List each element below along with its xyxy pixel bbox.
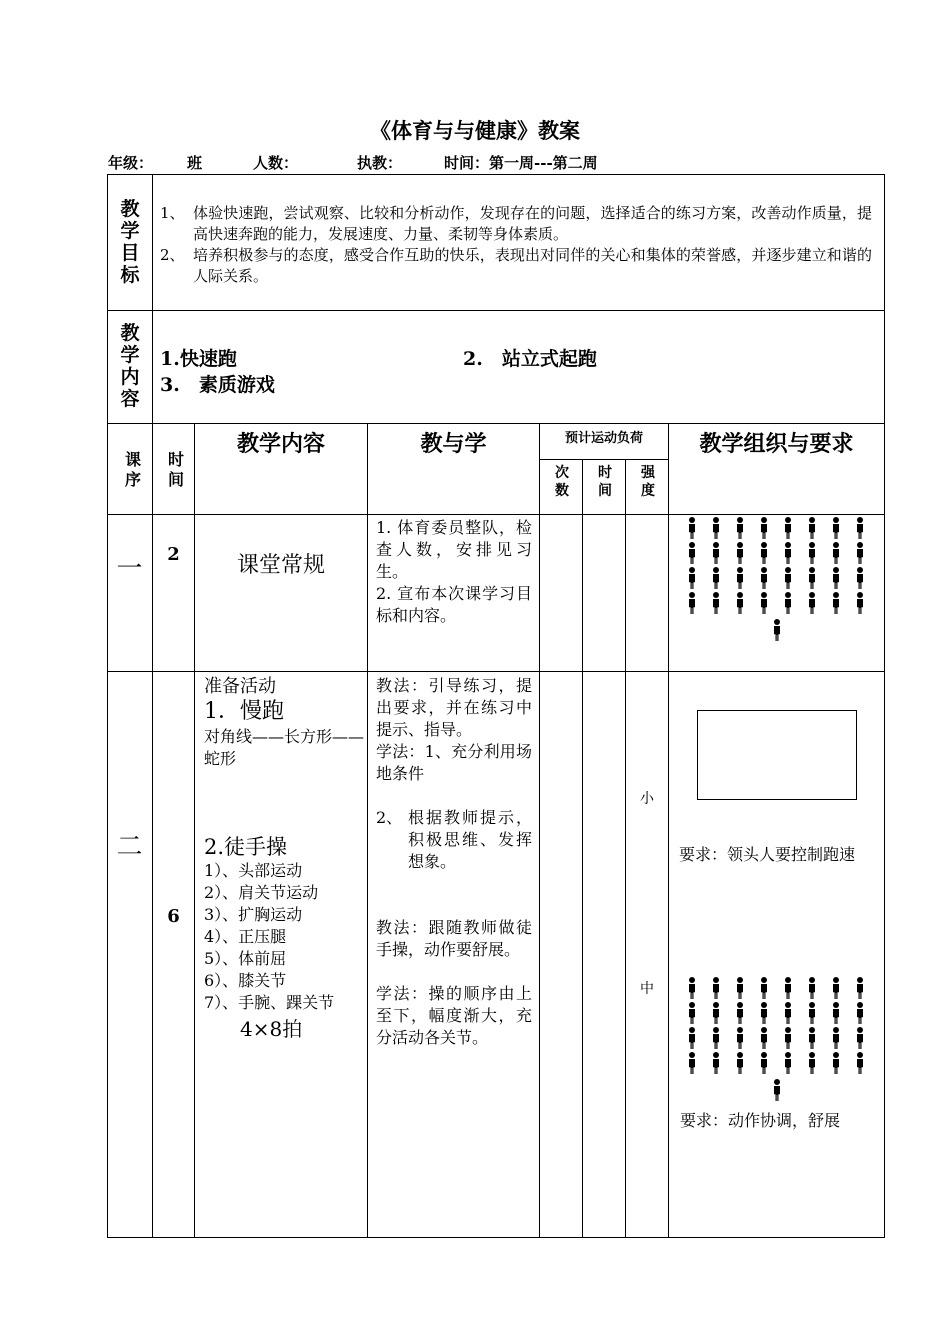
student-figure-icon	[759, 977, 769, 999]
student-figure-icon	[831, 592, 841, 614]
teach-method-1: 教法：引导练习，提出要求，并在练习中提示、指导。	[376, 676, 532, 739]
student-figure-icon	[759, 517, 769, 539]
student-figure-icon	[807, 1002, 817, 1024]
student-figure-icon	[759, 1027, 769, 1049]
content-item-1: 1.快速跑	[160, 348, 237, 370]
row1-order: 一	[116, 554, 143, 584]
student-figure-icon	[855, 542, 865, 564]
student-figure-icon	[807, 1027, 817, 1049]
student-figure-icon	[855, 1002, 865, 1024]
requirement-1: 要求：领头人要控制跑速	[679, 845, 856, 864]
row2-time: 6	[167, 906, 180, 927]
student-figure-icon	[735, 542, 745, 564]
student-figure-icon	[711, 592, 721, 614]
student-figure-icon	[711, 1052, 721, 1074]
student-figure-icon	[711, 517, 721, 539]
goal-item	[160, 203, 872, 287]
student-figure-icon	[759, 1002, 769, 1024]
student-formation	[687, 977, 867, 1101]
meta-count: 人数：	[253, 154, 299, 172]
teacher-figure-icon	[772, 619, 782, 641]
running-field-rectangle	[697, 710, 857, 800]
student-figure-icon	[783, 542, 793, 564]
header-org: 教学组织与要求	[699, 431, 854, 457]
student-figure-icon	[783, 977, 793, 999]
header-order: 课序	[124, 450, 141, 489]
student-figure-icon	[711, 977, 721, 999]
row2-teach	[376, 675, 532, 1049]
exercise-item: 2）、肩关节运动	[204, 883, 319, 902]
learn-method-3: 学法：操的顺序由上至下，幅度渐大，充分活动各关节。	[376, 984, 532, 1047]
page-title: 《体育与与健康》教案	[370, 118, 580, 143]
student-figure-icon	[855, 567, 865, 589]
student-figure-icon	[687, 542, 697, 564]
learn-2-number: 2、	[376, 808, 403, 827]
student-figure-icon	[807, 567, 817, 589]
exercise-item: 6）、膝关节	[204, 971, 287, 990]
student-figure-icon	[807, 1052, 817, 1074]
student-figure-icon	[735, 517, 745, 539]
header-content: 教学内容	[236, 431, 325, 457]
student-figure-icon	[807, 977, 817, 999]
student-figure-icon	[687, 1027, 697, 1049]
student-figure-icon	[807, 542, 817, 564]
meta-class: 班	[187, 154, 203, 172]
row1-time: 2	[167, 544, 180, 565]
student-figure-icon	[855, 1052, 865, 1074]
student-figure-icon	[831, 1027, 841, 1049]
meta-grade: 年级：	[108, 154, 154, 172]
teach-method-2: 教法：跟随教师做徒手操，动作要舒展。	[376, 918, 532, 959]
student-figure-icon	[759, 1052, 769, 1074]
exercise-title: 2.徒手操	[204, 835, 288, 859]
exercise-item: 5）、体前屈	[204, 949, 287, 968]
student-figure-icon	[687, 517, 697, 539]
beats: 4×8拍	[240, 1017, 303, 1041]
row1-teach-item: 2. 宣布本次课学习目标和内容。	[376, 584, 532, 625]
student-figure-icon	[831, 567, 841, 589]
content-item-3: 3. 素质游戏	[160, 374, 275, 396]
content-item-2: 2. 站立式起跑	[463, 348, 597, 370]
student-figure-icon	[831, 1052, 841, 1074]
requirement-2: 要求：动作协调，舒展	[680, 1111, 841, 1130]
student-figure-icon	[831, 977, 841, 999]
student-figure-icon	[735, 1027, 745, 1049]
header-time: 时间	[167, 450, 184, 489]
header-times: 次数	[555, 465, 569, 499]
intensity-mid: 中	[640, 981, 654, 997]
student-figure-icon	[687, 1052, 697, 1074]
student-figure-icon	[759, 542, 769, 564]
student-figure-icon	[735, 1002, 745, 1024]
student-figure-icon	[735, 977, 745, 999]
student-figure-icon	[759, 567, 769, 589]
student-figure-icon	[711, 1002, 721, 1024]
exercise-item: 3）、扩胸运动	[204, 905, 303, 924]
student-figure-icon	[831, 1002, 841, 1024]
student-figure-icon	[783, 1052, 793, 1074]
content-label: 教学内容	[120, 322, 140, 410]
student-figure-icon	[759, 592, 769, 614]
meta-time: 时间：第一周---第二周	[444, 154, 598, 172]
header-load: 预计运动负荷	[564, 431, 643, 446]
header-teach-learn: 教与学	[420, 431, 487, 457]
student-figure-icon	[831, 542, 841, 564]
student-figure-icon	[783, 517, 793, 539]
learn-method-2: 根据教师提示，积极思维、发挥想象。	[408, 808, 532, 871]
student-figure-icon	[687, 1002, 697, 1024]
student-figure-icon	[687, 977, 697, 999]
student-figure-icon	[855, 977, 865, 999]
student-figure-icon	[711, 1027, 721, 1049]
learn-method-1: 学法：1、充分利用场地条件	[376, 742, 532, 783]
meta-teacher: 执教：	[357, 154, 403, 172]
row1-content: 课堂常规	[236, 553, 325, 578]
exercise-item: 7）、手腕、踝关节	[204, 993, 335, 1012]
run-title: 1．慢跑	[204, 699, 284, 724]
student-figure-icon	[783, 592, 793, 614]
row1-teach	[376, 517, 532, 627]
student-figure-icon	[711, 567, 721, 589]
header-duration: 时间	[598, 465, 612, 499]
header-intensity: 强度	[641, 465, 655, 499]
exercise-item: 4）、正压腿	[204, 927, 287, 946]
student-figure-icon	[687, 592, 697, 614]
intensity-low: 小	[640, 791, 654, 807]
student-figure-icon	[783, 567, 793, 589]
student-figure-icon	[807, 517, 817, 539]
student-figure-icon	[855, 592, 865, 614]
student-figure-icon	[735, 592, 745, 614]
student-figure-icon	[711, 542, 721, 564]
student-figure-icon	[687, 567, 697, 589]
goal-text: 培养积极参与的态度，感受合作互助的快乐，表现出对同伴的关心和集体的荣誉感，并逐步建立和谐的人际关系。	[193, 246, 872, 285]
exercise-list	[204, 860, 364, 1014]
student-figure-icon	[855, 1027, 865, 1049]
goal-text: 体验快速跑，尝试观察、比较和分析动作，发现存在的问题，选择适合的练习方案，改善动作质量，提高快速奔跑的能力，发展速度、力量、柔韧等身体素质。	[193, 204, 872, 243]
student-figure-icon	[807, 592, 817, 614]
row2-content	[204, 675, 364, 1044]
goal-number: 1、	[160, 204, 185, 222]
goal-number: 2、	[160, 246, 185, 264]
student-formation	[687, 517, 867, 641]
goals-label: 教学目标	[120, 198, 140, 286]
student-figure-icon	[831, 517, 841, 539]
prep-title: 准备活动	[204, 676, 276, 697]
exercise-item: 1）、头部运动	[204, 861, 303, 880]
student-figure-icon	[735, 567, 745, 589]
student-figure-icon	[783, 1002, 793, 1024]
student-figure-icon	[735, 1052, 745, 1074]
student-figure-icon	[855, 517, 865, 539]
row1-teach-item: 1. 体育委员整队，检查人数，安排见习生。	[376, 518, 532, 581]
row2-order: 二	[116, 832, 143, 862]
student-figure-icon	[783, 1027, 793, 1049]
teacher-figure-icon	[772, 1079, 782, 1101]
run-detail: 对角线——长方形——蛇形	[204, 727, 365, 768]
